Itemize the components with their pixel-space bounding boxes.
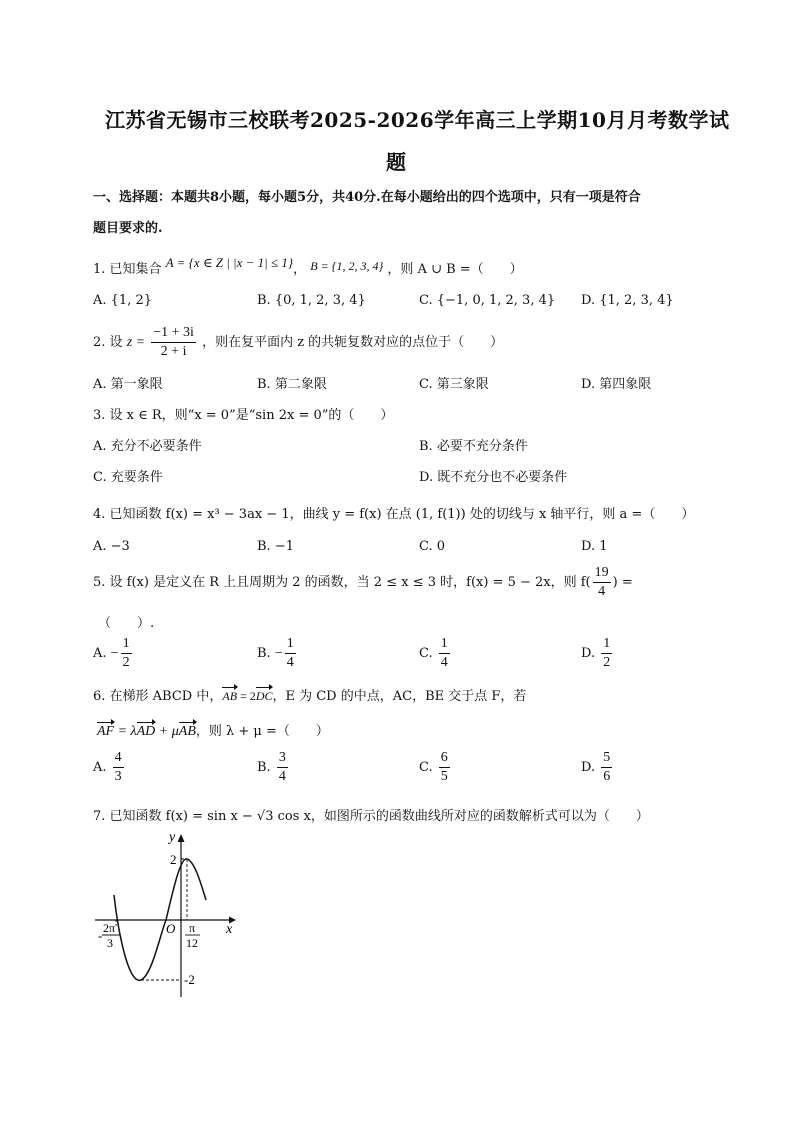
fraction-numerator: −1 + 3i	[151, 326, 196, 343]
q3-option-b[interactable]: B. 必要不充分条件	[419, 439, 528, 454]
fraction-denominator: 2 + i	[160, 344, 187, 359]
q4-option-d[interactable]: D. 1	[581, 539, 608, 554]
question-6-text-b: ，E 为 CD 的中点，AC，BE 交于点 F，若	[272, 689, 527, 704]
fraction	[439, 637, 450, 670]
q2-option-b[interactable]: B. 第二象限	[257, 377, 327, 392]
q6-option-b[interactable]	[257, 751, 290, 784]
fraction	[601, 637, 612, 670]
section-header: 一、选择题：本题共8小题，每小题5分，共40分.在每小题给出的四个选项中，只有一项是符合	[93, 190, 641, 205]
question-5-text: 5. 设 f(x) 是定义在 R 上且周期为 2 的函数，当 2 ≤ x ≤ 3 时，f(x) = 5 − 2x，则 f(	[93, 575, 591, 590]
vector-ab: AB	[178, 724, 196, 739]
question-6-tail: ，则 λ + μ =（ ）	[195, 724, 329, 739]
mu-term: + μ	[155, 724, 179, 739]
fraction-denominator: 4	[598, 584, 606, 599]
q2-option-c[interactable]: C. 第三象限	[419, 377, 489, 392]
question-6-text: 6. 在梯形 ABCD 中，	[93, 689, 223, 704]
q3-option-c[interactable]: C. 充要条件	[93, 470, 163, 485]
page-title-line1: 江苏省无锡市三校联考2025-2026学年高三上学期10月月考数学试	[105, 108, 730, 132]
q1-option-a[interactable]: A. {1, 2}	[93, 293, 153, 308]
question-number: 1. 已知集合	[93, 262, 162, 277]
left-tick-numerator: 2π	[103, 921, 116, 935]
fraction-numerator: 5	[601, 751, 612, 768]
fraction-denominator: 3	[114, 769, 122, 784]
question-1-tail: ，则 A ∪ B =（ ）	[387, 262, 523, 277]
q6-option-d[interactable]	[581, 751, 614, 784]
fraction-numerator: 1	[121, 637, 132, 654]
set-a: A = {x ∈ Z | |x − 1| ≤ 1}	[165, 255, 294, 270]
origin-label: O	[166, 921, 176, 936]
q5-option-d[interactable]	[581, 637, 614, 670]
question-7-stem: 7. 已知函数 f(x) = sin x − √3 cos x，如图所示的函数曲线所对应的函数解析式可以为（ ）	[93, 809, 649, 824]
page-title-line2: 题	[386, 150, 407, 174]
option-label: D.	[581, 760, 596, 775]
q5-option-c[interactable]	[419, 637, 452, 670]
question-4-stem: 4. 已知函数 f(x) = x³ − 3ax − 1，曲线 y = f(x) 在点 (1, f(1)) 处的切线与 x 轴平行，则 a =（ ）	[93, 507, 695, 522]
fraction-numerator: 3	[277, 751, 288, 768]
q1-option-b[interactable]: B. {0, 1, 2, 3, 4}	[257, 293, 366, 308]
fraction	[439, 751, 450, 784]
x-axis-label: x	[226, 922, 233, 937]
fraction	[121, 637, 132, 670]
question-number: 2. 设	[93, 335, 123, 350]
option-label: A.	[93, 760, 107, 775]
q3-option-d[interactable]: D. 既不充分也不必要条件	[419, 470, 568, 485]
question-5-stem	[93, 566, 633, 599]
fraction-denominator: 4	[286, 655, 294, 670]
fraction-denominator: 6	[603, 769, 611, 784]
fraction-denominator: 4	[440, 655, 448, 670]
q1-option-c[interactable]: C. {−1, 0, 1, 2, 3, 4}	[419, 293, 556, 308]
fraction-denominator: 5	[440, 769, 448, 784]
fraction-numerator: 6	[439, 751, 450, 768]
fraction-numerator: 19	[593, 566, 611, 583]
vector-ab: AB	[222, 689, 238, 703]
fraction-numerator: 1	[285, 637, 296, 654]
max-label: 2	[170, 852, 177, 867]
fraction-denominator: 4	[278, 769, 286, 784]
option-sign: −	[110, 646, 119, 661]
option-label: B.	[257, 646, 271, 661]
fraction	[593, 566, 611, 599]
equals-two: = 2	[237, 689, 256, 703]
vector-dc: DC	[255, 689, 273, 703]
vector-ad: AD	[136, 724, 156, 739]
q2-option-a[interactable]: A. 第一象限	[93, 377, 163, 392]
fraction-denominator: 2	[122, 655, 130, 670]
fraction-numerator: 4	[113, 751, 124, 768]
option-sign: −	[274, 646, 283, 661]
question-5-paren: （ ）.	[98, 616, 155, 631]
option-label: D.	[581, 646, 596, 661]
right-tick-denominator: 12	[186, 936, 198, 950]
option-label: A.	[93, 646, 107, 661]
fraction	[285, 637, 296, 670]
min-label: -2	[184, 972, 195, 987]
q6-option-a[interactable]	[93, 751, 126, 784]
fraction-numerator: 1	[601, 637, 612, 654]
question-5-text-end: ) =	[612, 575, 633, 590]
question-3-stem: 3. 设 x ∈ R，则“x = 0”是“sin 2x = 0”的（ ）	[93, 408, 394, 423]
fraction	[151, 326, 196, 359]
option-label: C.	[419, 646, 433, 661]
option-label: C.	[419, 760, 433, 775]
fraction-numerator: 1	[439, 637, 450, 654]
fraction	[113, 751, 124, 784]
left-tick-sign: -	[98, 928, 103, 943]
comma: ，	[293, 262, 307, 277]
q3-option-a[interactable]: A. 充分不必要条件	[93, 439, 202, 454]
lambda-term: = λ	[114, 724, 137, 739]
right-tick-numerator: π	[189, 921, 196, 935]
fraction	[277, 751, 288, 784]
question-2-stem	[93, 326, 503, 359]
q1-option-d[interactable]: D. {1, 2, 3, 4}	[581, 293, 674, 308]
option-label: B.	[257, 760, 271, 775]
q4-option-b[interactable]: B. −1	[257, 539, 294, 554]
question-2-tail: ，则在复平面内 z 的共轭复数对应的点位于（ ）	[202, 335, 504, 350]
q2-option-d[interactable]: D. 第四象限	[581, 377, 652, 392]
question-1-stem	[93, 255, 523, 277]
question-6-stem-line2	[97, 720, 329, 740]
y-axis-label: y	[169, 830, 176, 845]
fraction	[601, 751, 612, 784]
q5-option-b[interactable]	[257, 637, 298, 670]
q5-option-a[interactable]	[93, 637, 134, 670]
y-axis-arrow	[178, 834, 185, 842]
q6-option-c[interactable]	[419, 751, 452, 784]
q4-option-c[interactable]: C. 0	[419, 539, 446, 554]
left-tick-denominator: 3	[107, 936, 113, 950]
z-eq: z =	[126, 335, 146, 350]
section-header-cont: 题目要求的.	[93, 221, 163, 236]
q4-option-a[interactable]: A. −3	[93, 539, 130, 554]
function-graph	[90, 825, 250, 1005]
fraction-denominator: 2	[603, 655, 611, 670]
vector-af: AF	[97, 724, 115, 739]
question-6-stem	[93, 685, 526, 704]
set-b: B = {1, 2, 3, 4}	[310, 259, 384, 273]
